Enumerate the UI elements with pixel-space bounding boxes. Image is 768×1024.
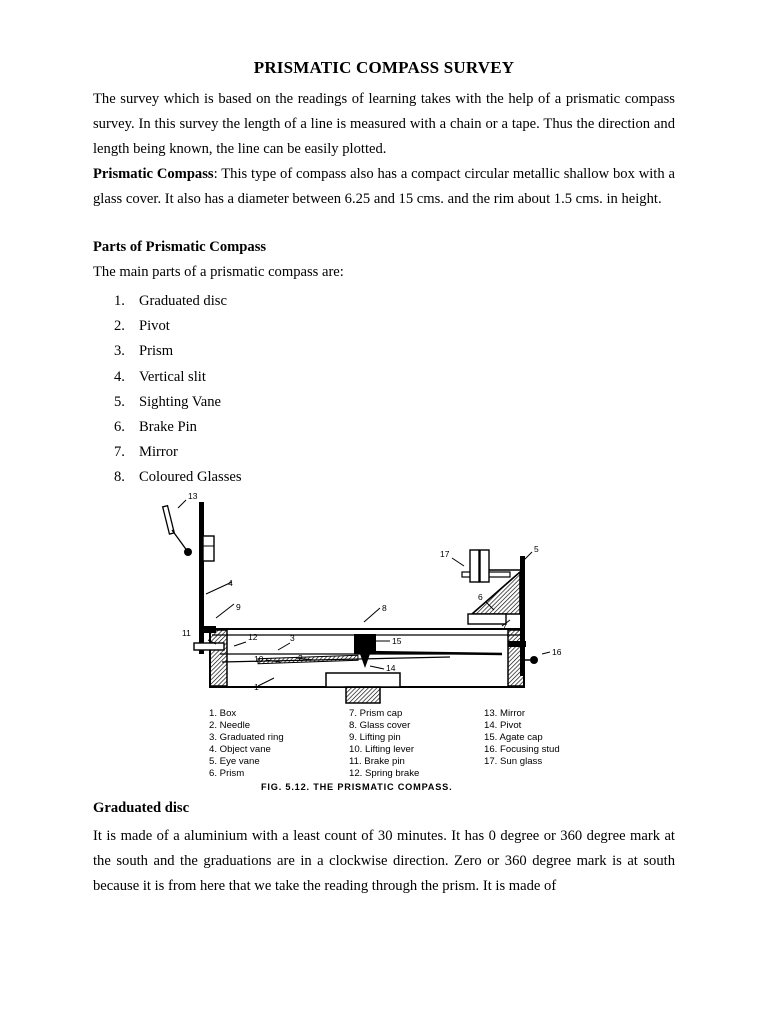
box-drawing <box>194 626 538 703</box>
svg-text:17. Sun glass: 17. Sun glass <box>484 756 543 767</box>
svg-text:5. Eye vane: 5. Eye vane <box>209 756 260 767</box>
parts-intro: The main parts of a prismatic compass are: <box>93 264 344 280</box>
callout-10: 10 <box>254 654 264 664</box>
callout-7: 7 <box>502 622 507 632</box>
svg-text:1. Box: 1. Box <box>209 708 237 719</box>
svg-text:9. Lifting pin: 9. Lifting pin <box>349 732 401 743</box>
callout-13: 13 <box>188 491 198 501</box>
callout-12: 12 <box>248 632 258 642</box>
graduated-disc-paragraph: It is made of a aluminium with a least count of 30 minutes. It has 0 degree or 360 degree mark at the south and the graduations are in a clockwise direction. Zero or 360 degree mark is at south because it is from here that we take the reading through the prism. It is made of <box>93 828 675 894</box>
callout-15: 15 <box>392 636 402 646</box>
svg-text:7. Prism cap: 7. Prism cap <box>349 708 403 719</box>
parts-heading: Parts of Prismatic Compass <box>93 239 267 255</box>
intro-paragraph: The survey which is based on the readings of learning takes with the help of a prismatic compass survey. In this survey the length of a line is measured with a chain or a tape. Thus the direction and length being known, the line can be easily plotted. <box>93 91 675 157</box>
callout-8: 8 <box>382 603 387 613</box>
compass-definition-text: : This type of compass also has a compact circular metallic shallow box with a glass cover. It also has a diameter between 6.25 and 15 cms. and the rim about 1.5 cms. in height. <box>93 166 675 207</box>
svg-text:15. Agate cap: 15. Agate cap <box>484 732 543 743</box>
svg-text:16. Focusing stud: 16. Focusing stud <box>484 744 560 755</box>
svg-text:3. Graduated ring: 3. Graduated ring <box>209 732 284 743</box>
callout-2: 2 <box>298 653 303 663</box>
compass-definition-paragraph <box>93 162 675 212</box>
svg-text:14. Pivot: 14. Pivot <box>484 720 522 731</box>
compass-drawing <box>163 500 550 703</box>
svg-text:11. Brake pin: 11. Brake pin <box>349 756 405 767</box>
parts-list <box>114 289 242 491</box>
callout-11: 11 <box>182 628 191 638</box>
svg-text:6. Prism: 6. Prism <box>209 768 245 779</box>
list-item: 3. Prism <box>114 343 174 360</box>
callout-1: 1 <box>254 682 259 692</box>
callout-5: 5 <box>534 544 539 554</box>
list-item: 7. Mirror <box>114 444 178 461</box>
svg-text:10. Lifting lever: 10. Lifting lever <box>349 744 415 755</box>
callout-17: 17 <box>440 549 450 559</box>
list-item: 2. Pivot <box>114 318 170 335</box>
callout-4: 4 <box>228 578 233 588</box>
svg-text:4. Object vane: 4. Object vane <box>209 744 271 755</box>
svg-text:2. Needle: 2. Needle <box>209 720 251 731</box>
list-item: 4. Vertical slit <box>114 368 206 385</box>
page-title: PRISMATIC COMPASS SURVEY <box>253 58 515 77</box>
compass-term: Prismatic Compass <box>93 166 214 182</box>
graduated-disc-heading: Graduated disc <box>93 800 190 816</box>
figure-legend <box>209 708 560 779</box>
list-item: 8. Coloured Glasses <box>114 469 242 486</box>
svg-text:13. Mirror: 13. Mirror <box>484 708 526 719</box>
prismatic-compass-figure <box>150 490 580 800</box>
callout-16: 16 <box>552 647 562 657</box>
svg-text:12. Spring brake: 12. Spring brake <box>349 768 420 779</box>
callout-3: 3 <box>290 633 295 643</box>
figure-caption: FIG. 5.12. THE PRISMATIC COMPASS. <box>261 782 453 792</box>
list-item: 5. Sighting Vane <box>114 393 222 410</box>
callout-9: 9 <box>236 602 241 612</box>
callout-6: 6 <box>478 592 483 602</box>
list-item: 6. Brake Pin <box>114 418 197 435</box>
callout-14: 14 <box>386 663 396 673</box>
list-item: 1. Graduated disc <box>114 293 227 309</box>
svg-text:8. Glass cover: 8. Glass cover <box>349 720 411 731</box>
